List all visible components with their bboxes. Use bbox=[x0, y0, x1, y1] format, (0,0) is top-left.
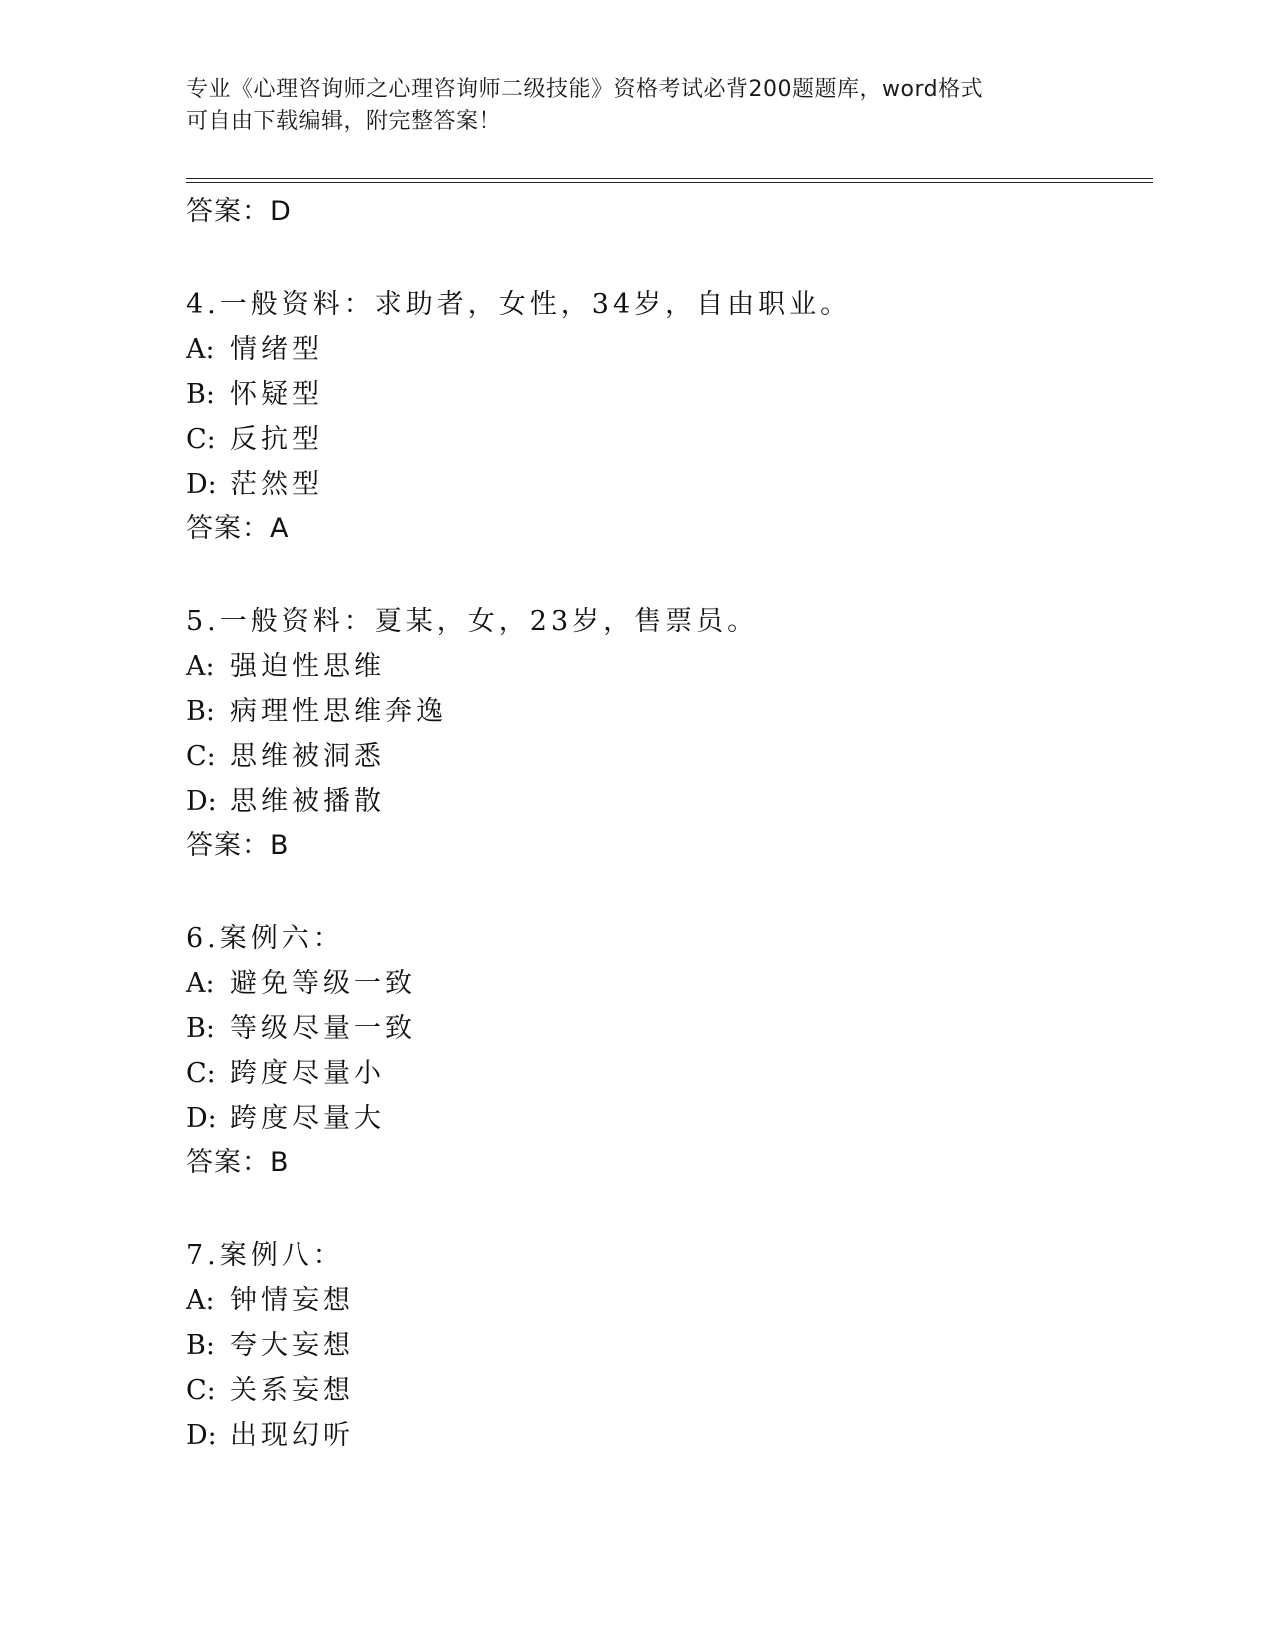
option-letter: D: bbox=[186, 786, 217, 817]
option-letter: C: bbox=[186, 1375, 216, 1406]
header-line-1: 专业《心理咨询师之心理咨询师二级技能》资格考试必背200题题库，word格式 bbox=[186, 77, 984, 102]
option-letter: D: bbox=[186, 1420, 217, 1451]
option-text: 等级尽量一致 bbox=[230, 1013, 416, 1044]
option-text: 病理性思维奔逸 bbox=[230, 696, 447, 727]
option-letter: D: bbox=[186, 1103, 217, 1134]
option-c bbox=[186, 734, 1146, 779]
option-letter: C: bbox=[186, 741, 216, 772]
option-letter: B: bbox=[186, 379, 215, 410]
option-letter: A: bbox=[186, 1285, 215, 1316]
option-text: 夸大妄想 bbox=[230, 1330, 354, 1361]
option-d bbox=[186, 462, 1146, 507]
option-letter: C: bbox=[186, 424, 216, 455]
option-text: 跨度尽量大 bbox=[230, 1103, 385, 1134]
question-block bbox=[186, 916, 1146, 1185]
header-line-2: 可自由下载编辑，附完整答案！ bbox=[186, 109, 502, 134]
question-block bbox=[186, 1233, 1146, 1458]
option-letter: C: bbox=[186, 1058, 216, 1089]
option-text: 避免等级一致 bbox=[230, 968, 416, 999]
question-block bbox=[186, 282, 1146, 551]
option-text: 思维被洞悉 bbox=[230, 741, 385, 772]
document-header bbox=[186, 74, 1086, 138]
option-d bbox=[186, 1413, 1146, 1458]
option-letter: A: bbox=[186, 651, 215, 682]
option-text: 茫然型 bbox=[230, 469, 323, 500]
option-text: 关系妄想 bbox=[230, 1375, 354, 1406]
option-c bbox=[186, 1368, 1146, 1413]
option-text: 钟情妄想 bbox=[230, 1285, 354, 1316]
question-stem: 6.案例六： bbox=[186, 923, 344, 954]
option-letter: B: bbox=[186, 1013, 215, 1044]
option-letter: D: bbox=[186, 469, 217, 500]
option-b bbox=[186, 1006, 1146, 1051]
option-letter: A: bbox=[186, 334, 215, 365]
option-a bbox=[186, 961, 1146, 1006]
option-letter: B: bbox=[186, 1330, 215, 1361]
option-a bbox=[186, 644, 1146, 689]
answer-line: 答案：B bbox=[186, 1147, 290, 1178]
option-text: 强迫性思维 bbox=[230, 651, 385, 682]
option-d bbox=[186, 779, 1146, 824]
option-letter: A: bbox=[186, 968, 215, 999]
option-text: 跨度尽量小 bbox=[230, 1058, 385, 1089]
option-text: 出现幻听 bbox=[230, 1420, 354, 1451]
option-letter: B: bbox=[186, 696, 215, 727]
option-a bbox=[186, 1278, 1146, 1323]
question-stem: 5.一般资料：夏某，女，23岁，售票员。 bbox=[186, 606, 759, 637]
option-d bbox=[186, 1096, 1146, 1141]
question-stem: 4.一般资料：求助者，女性，34岁，自由职业。 bbox=[186, 289, 852, 320]
option-text: 反抗型 bbox=[230, 424, 323, 455]
answer-line: 答案：A bbox=[186, 513, 290, 544]
option-a bbox=[186, 327, 1146, 372]
option-b bbox=[186, 372, 1146, 417]
header-divider-top bbox=[186, 178, 1153, 179]
answer-line: 答案：B bbox=[186, 830, 290, 861]
option-c bbox=[186, 417, 1146, 462]
option-c bbox=[186, 1051, 1146, 1096]
question-block bbox=[186, 599, 1146, 868]
question-list bbox=[186, 190, 1146, 1458]
option-text: 情绪型 bbox=[230, 334, 323, 365]
header-divider-bottom bbox=[186, 182, 1153, 183]
option-text: 思维被播散 bbox=[230, 786, 385, 817]
option-b bbox=[186, 1323, 1146, 1368]
previous-answer: 答案：D bbox=[186, 196, 292, 227]
question-stem: 7.案例八： bbox=[186, 1240, 344, 1271]
option-b bbox=[186, 689, 1146, 734]
option-text: 怀疑型 bbox=[230, 379, 323, 410]
